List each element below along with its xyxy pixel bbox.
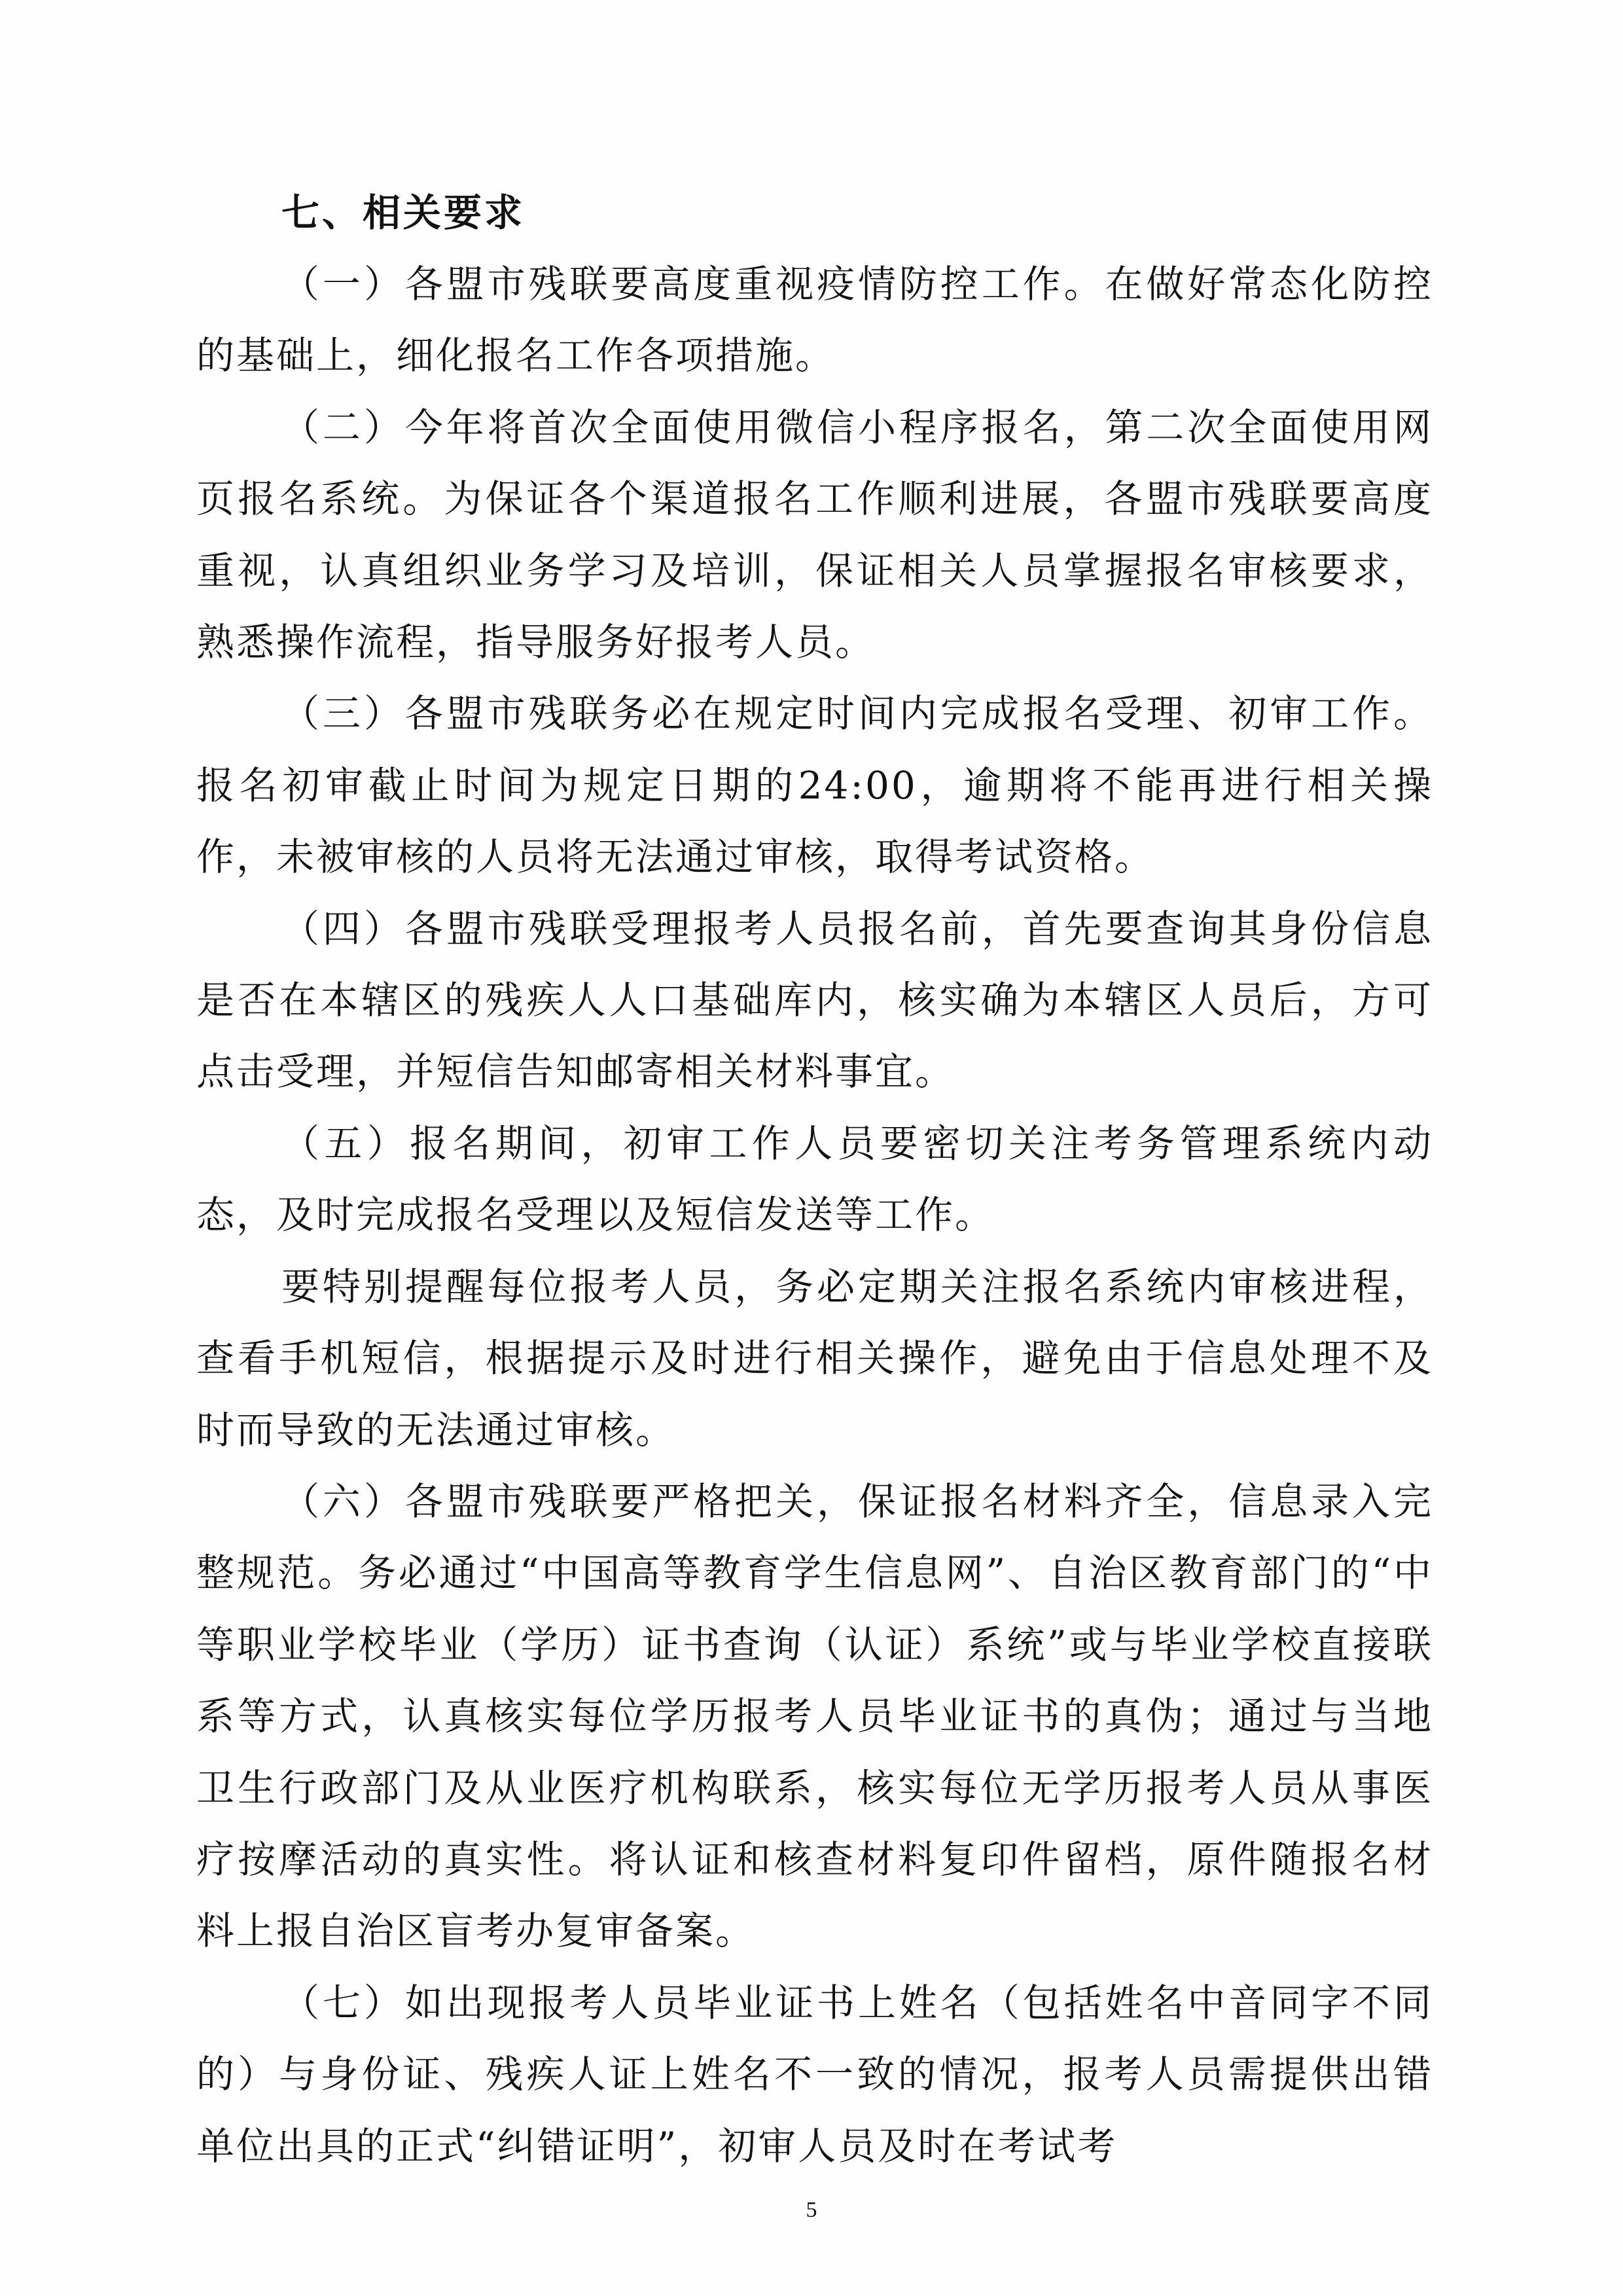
- paragraph-6: 要特别提醒每位报考人员，务必定期关注报名系统内审核进程，查看手机短信，根据提示及时进行相关操作，避免由于信息处理不及时而导致的无法通过审核。: [196, 1264, 1433, 1452]
- page-number: 5: [806, 2198, 817, 2222]
- paragraph-1: （一）各盟市残联要高度重视疫情防控工作。在做好常态化防控的基础上，细化报名工作各项措施。: [196, 262, 1433, 378]
- paragraph-4: （四）各盟市残联受理报考人员报名前，首先要查询其身份信息是否在本辖区的残疾人人口基础库内，核实确为本辖区人员后，方可点击受理，并短信告知邮寄相关材料事宜。: [196, 906, 1433, 1094]
- paragraph-5: （五）报名期间，初审工作人员要密切关注考务管理系统内动态，及时完成报名受理以及短信发送等工作。: [196, 1121, 1433, 1238]
- paragraph-3: （三）各盟市残联务必在规定时间内完成报名受理、初审工作。报名初审截止时间为规定日期的24:00，逾期将不能再进行相关操作，未被审核的人员将无法通过审核，取得考试资格。: [196, 691, 1433, 880]
- paragraph-8: （七）如出现报考人员毕业证书上姓名（包括姓名中音同字不同的）与身份证、残疾人证上姓名不一致的情况，报考人员需提供出错单位出具的正式“纠错证明”，初审人员及时在考试考: [196, 1980, 1433, 2168]
- paragraph-2: （二）今年将首次全面使用微信小程序报名，第二次全面使用网页报名系统。为保证各个渠道报名工作顺利进展，各盟市残联要高度重视，认真组织业务学习及培训，保证相关人员掌握报名审核要求，熟悉操作流程，指导服务好报考人员。: [196, 404, 1433, 665]
- document-body: [196, 177, 1433, 2182]
- paragraph-7: （六）各盟市残联要严格把关，保证报名材料齐全，信息录入完整规范。务必通过“中国高等教育学生信息网”、自治区教育部门的“中等职业学校毕业（学历）证书查询（认证）系统”或与毕业学校直接联系等方式，认真核实每位学历报考人员毕业证书的真伪；通过与当地卫生行政部门及从业医疗机构联系，核实每位无学历报考人员从事医疗按摩活动的真实性。将认证和核查材料复印件留档，原件随报名材料上报自治区盲考办复审备案。: [196, 1479, 1433, 1954]
- section-heading: 七、相关要求: [281, 190, 526, 235]
